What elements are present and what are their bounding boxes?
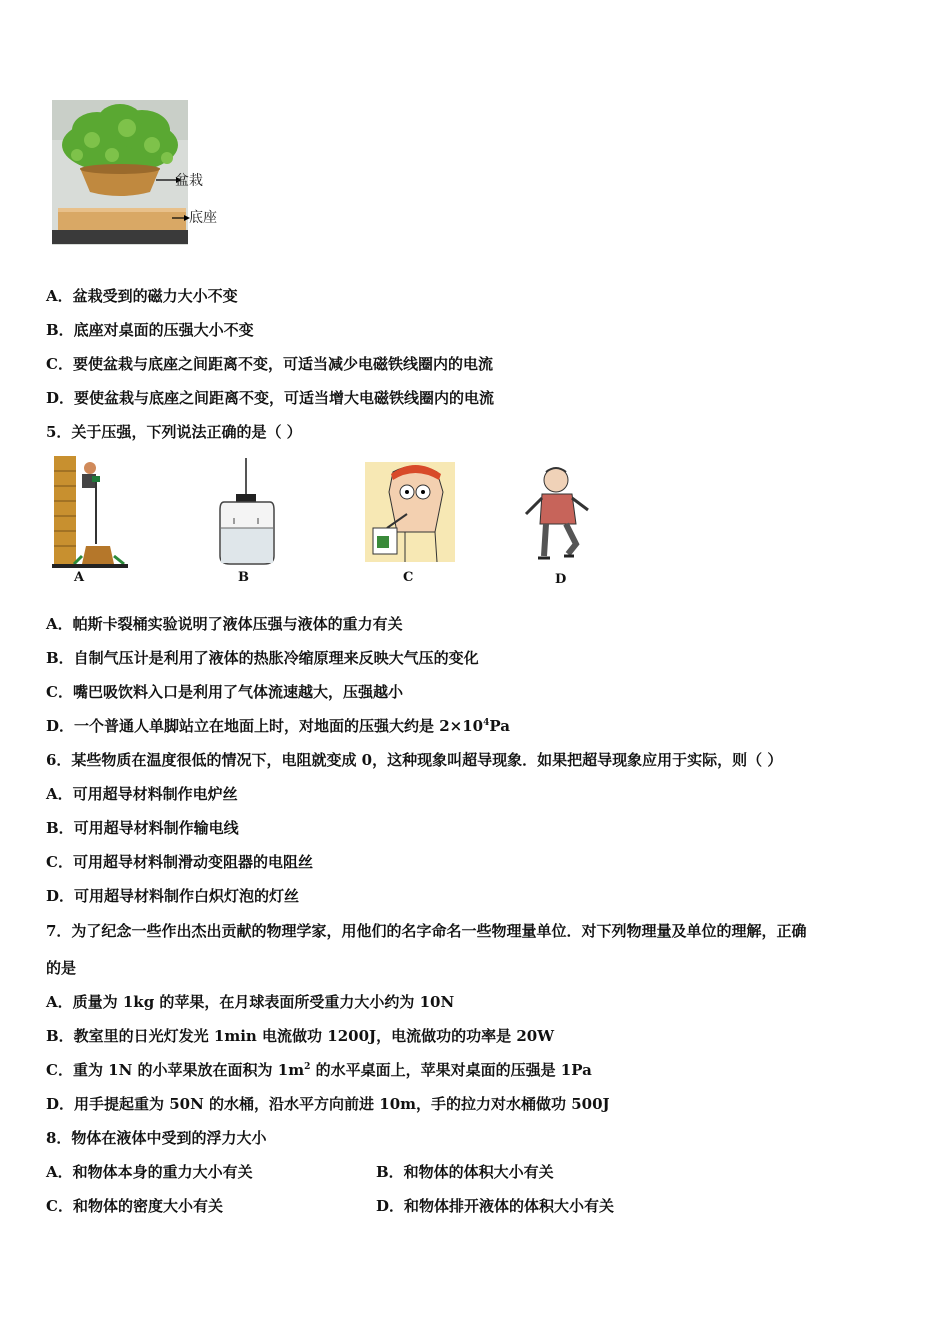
q5-option-c: C．嘴巴吸饮料入口是利用了气体流速越大，压强越小 <box>46 683 403 701</box>
q5-option-d-text: D．一个普通人单脚站立在地面上时，对地面的压强大约是 2×10 <box>46 717 484 735</box>
q5-figure-d-label: D <box>555 572 567 587</box>
q7-option-b: B．教室里的日光灯发光 1min 电流做功 1200J，电流做功的功率是 20W <box>46 1027 555 1045</box>
homemade-barometer-illustration <box>212 458 282 566</box>
q5-figure-a <box>52 456 132 588</box>
q5-option-d-unit: Pa <box>489 717 510 735</box>
q8-option-a: A．和物体本身的重力大小有关 <box>46 1163 253 1181</box>
q4-option-b: B．底座对桌面的压强大小不变 <box>46 321 254 339</box>
q6-option-d: D．可用超导材料制作白炽灯泡的灯丝 <box>46 887 300 905</box>
q7-option-c-exponent: 2 <box>304 1062 311 1072</box>
q5-figure-b-label: B <box>238 570 249 585</box>
base-label: 底座 <box>189 210 217 226</box>
q8-option-d: D．和物体排开液体的体积大小有关 <box>376 1197 615 1215</box>
q4-option-a: A．盆栽受到的磁力大小不变 <box>46 287 238 305</box>
standing-person-illustration <box>520 464 595 564</box>
q7-option-c-text: C．重为 1N 的小苹果放在面积为 1m <box>46 1061 305 1079</box>
pot-label: 盆栽 <box>175 173 203 189</box>
q7-option-c-tail: 的水平桌面上，苹果对桌面的压强是 1Pa <box>310 1061 592 1079</box>
levitating-plant-figure <box>52 100 232 250</box>
q4-option-d: D．要使盆栽与底座之间距离不变，可适当增大电磁铁线圈内的电流 <box>46 389 495 407</box>
plant-illustration <box>52 100 232 250</box>
q5-figure-b <box>212 458 282 588</box>
q5-figure-c <box>365 462 460 588</box>
q5-option-a: A．帕斯卡裂桶实验说明了液体压强与液体的重力有关 <box>46 615 403 633</box>
q5-stem: 5．关于压强，下列说法正确的是（ ） <box>46 423 302 441</box>
q7-stem-line1: 7．为了纪念一些作出杰出贡献的物理学家，用他们的名字命名一些物理量单位．对下列物理量及单位的理解，正确 <box>46 922 807 940</box>
q5-option-d <box>46 716 510 736</box>
q5-option-d-exponent: 4 <box>483 718 490 728</box>
q7-option-d: D．用手提起重为 50N 的水桶，沿水平方向前进 10m，手的拉力对水桶做功 500J <box>46 1095 610 1113</box>
drinking-straw-illustration <box>365 462 455 562</box>
q5-figure-d <box>520 464 600 588</box>
q8-stem: 8．物体在液体中受到的浮力大小 <box>46 1129 267 1147</box>
q4-option-c: C．要使盆栽与底座之间距离不变，可适当减少电磁铁线圈内的电流 <box>46 355 493 373</box>
q6-option-c: C．可用超导材料制滑动变阻器的电阻丝 <box>46 853 313 871</box>
pascal-barrel-illustration <box>52 456 132 568</box>
q8-option-b: B．和物体的体积大小有关 <box>376 1163 554 1181</box>
q7-option-c <box>46 1060 592 1080</box>
q5-figure-c-label: C <box>403 570 414 585</box>
q7-option-a: A．质量为 1kg 的苹果，在月球表面所受重力大小约为 10N <box>46 993 455 1011</box>
q5-figure-a-label: A <box>74 570 85 585</box>
q6-option-a: A．可用超导材料制作电炉丝 <box>46 785 238 803</box>
q5-option-b: B．自制气压计是利用了液体的热胀冷缩原理来反映大气压的变化 <box>46 649 479 667</box>
q8-option-c: C．和物体的密度大小有关 <box>46 1197 223 1215</box>
q7-stem-line2: 的是 <box>46 959 77 977</box>
q6-stem: 6．某些物质在温度很低的情况下，电阻就变成 0，这种现象叫超导现象．如果把超导现象应用于实际，则（ ） <box>46 751 783 769</box>
q6-option-b: B．可用超导材料制作输电线 <box>46 819 239 837</box>
